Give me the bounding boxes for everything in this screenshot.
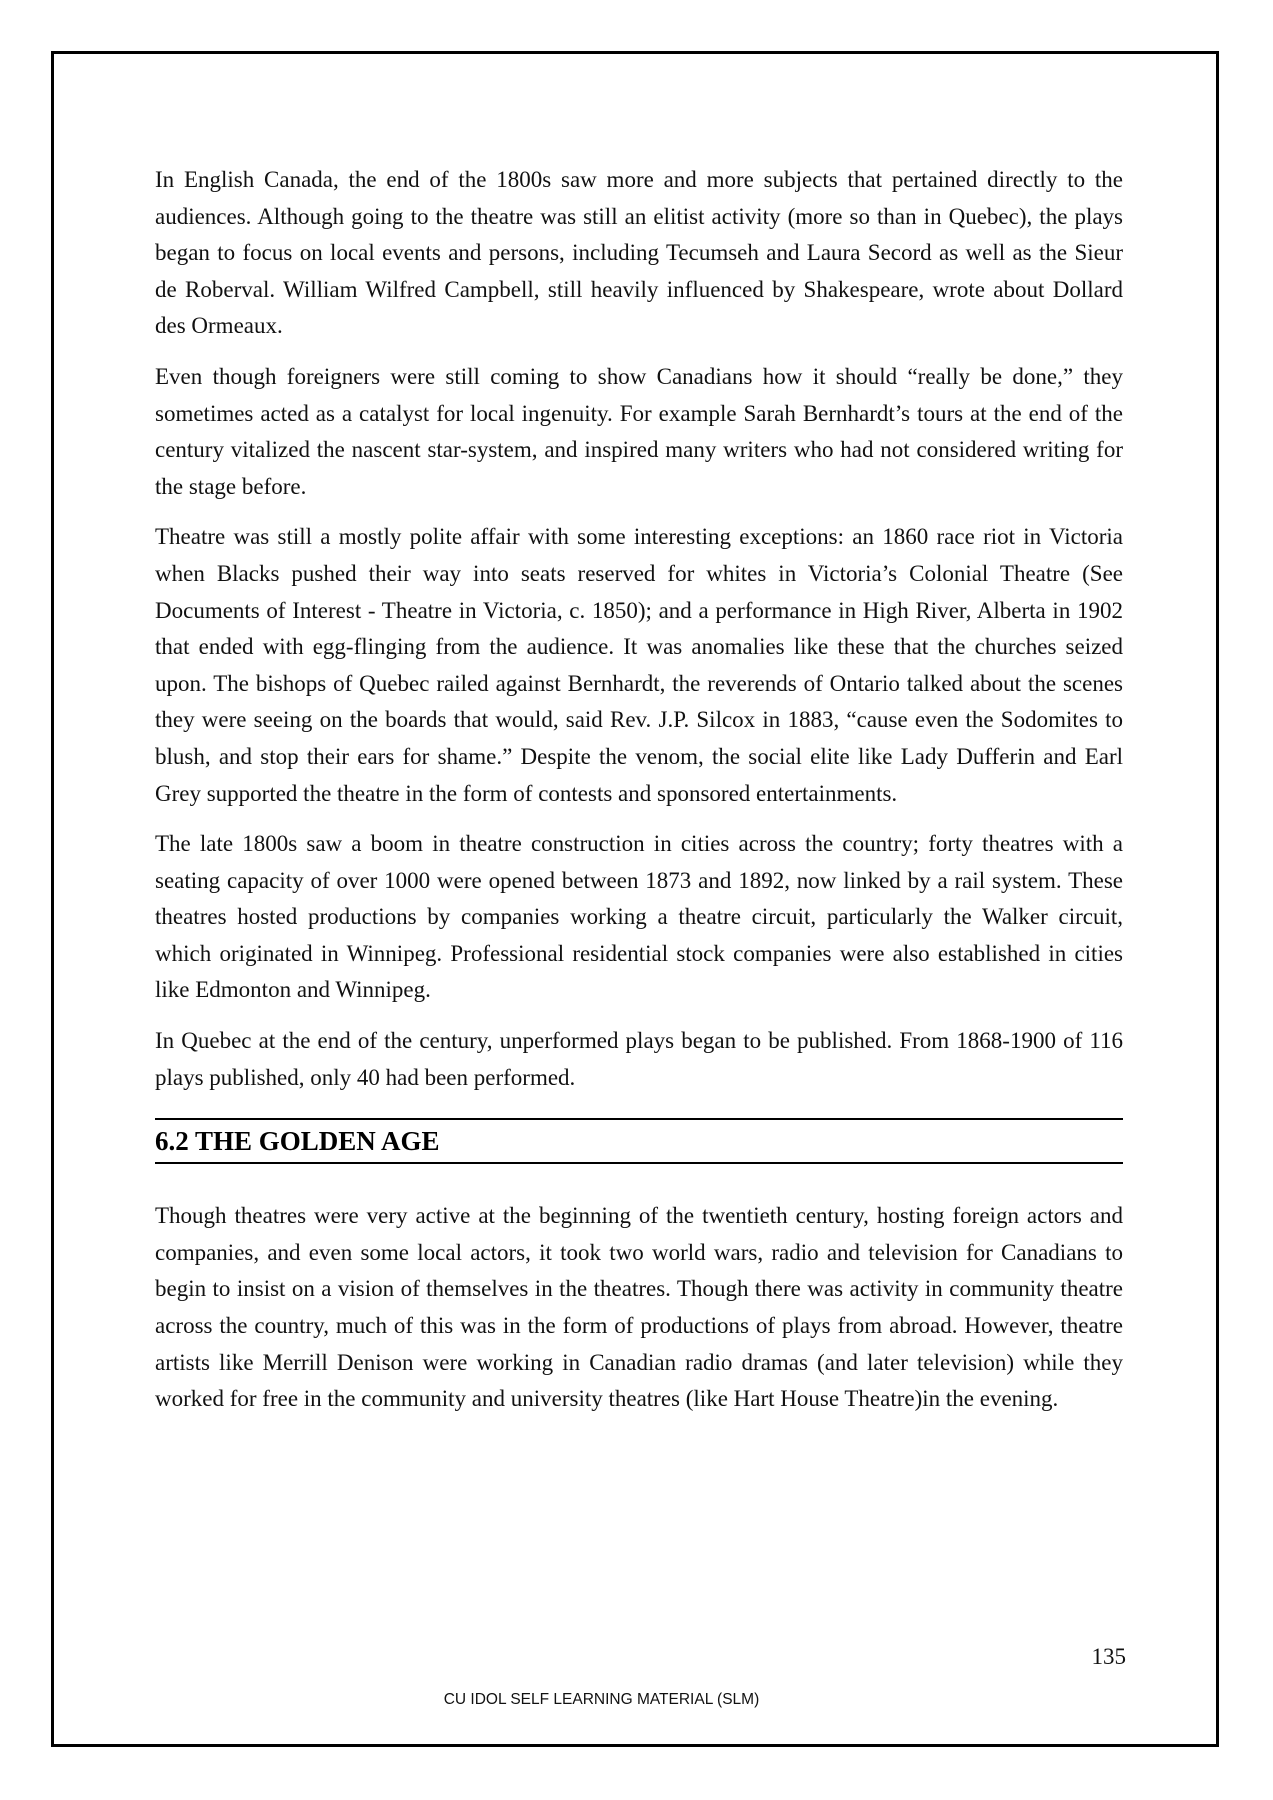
paragraph-theatre-construction: The late 1800s saw a boom in theatre construction in cities across the country; forty theatres with a seating capacity of over 1000 were opened between 1873 and 1892, now linked by a rail system. These theatres hosted productions by companies working a theatre circuit, particularly the Walker circuit, which originated in Winnipeg. Professional residential stock companies were also established in cities like Edmonton and Winnipeg. bbox=[155, 831, 1123, 1003]
paragraph-english-canada: In English Canada, the end of the 1800s saw more and more subjects that pertained directly to the audiences. Although going to the theatre was still an elitist activity (more so than in Quebec), the plays began to focus on local events and persons, including Tecumseh and Laura Secord as well as the Sieur de Roberval. William Wilfred Campbell, still heavily influenced by Shakespeare, wrote about Dollard des Ormeaux. bbox=[155, 167, 1123, 339]
paragraph-polite-affair: Theatre was still a mostly polite affair with some interesting exceptions: an 1860 race riot in Victoria when Blacks pushed their way into seats reserved for whites in Victoria’s Colonial Theatre (See Documents of Interest - Theatre in Victoria, c. 1850); and a performance in High River, Alberta in 1902 that ended with egg-flinging from the audience. It was anomalies like these that the churches seized upon. The bishops of Quebec railed against Bernhardt, the reverends of Ontario talked about the scenes they were seeing on the boards that would, said Rev. J.P. Silcox in 1883, “cause even the Sodomites to blush, and stop their ears for shame.” Despite the venom, the social elite like Lady Dufferin and Earl Grey supported the theatre in the form of contests and sponsored entertainments. bbox=[155, 524, 1123, 806]
page-number: 135 bbox=[1091, 1644, 1126, 1669]
paragraph-foreigners: Even though foreigners were still coming to show Canadians how it should “really be done,” they sometimes acted as a catalyst for local ingenuity. For example Sarah Bernhardt’s tours at the end of the century vitalized the nascent star-system, and inspired many writers who had not considered writing for the stage before. bbox=[155, 363, 1123, 499]
section-heading: 6.2 THE GOLDEN AGE bbox=[155, 1125, 440, 1156]
page-footer: CU IDOL SELF LEARNING MATERIAL (SLM) bbox=[443, 1691, 760, 1708]
paragraph-quebec-plays: In Quebec at the end of the century, unperformed plays began to be published. From 1868-1900 of 116 plays published, only 40 had been performed. bbox=[155, 1028, 1123, 1090]
section-heading-rules bbox=[155, 1118, 1123, 1164]
page-content bbox=[155, 162, 1123, 1432]
paragraph-golden-age: Though theatres were very active at the beginning of the twentieth century, hosting foreign actors and companies, and even some local actors, it took two world wars, radio and television for Canadians to begin to insist on a vision of themselves in the theatres. Though there was activity in community theatre across the country, much of this was in the form of productions of plays from abroad. However, theatre artists like Merrill Denison were working in Canadian radio dramas (and later television) while they worked for free in the community and university theatres (like Hart House Theatre)in the evening. bbox=[155, 1203, 1123, 1412]
